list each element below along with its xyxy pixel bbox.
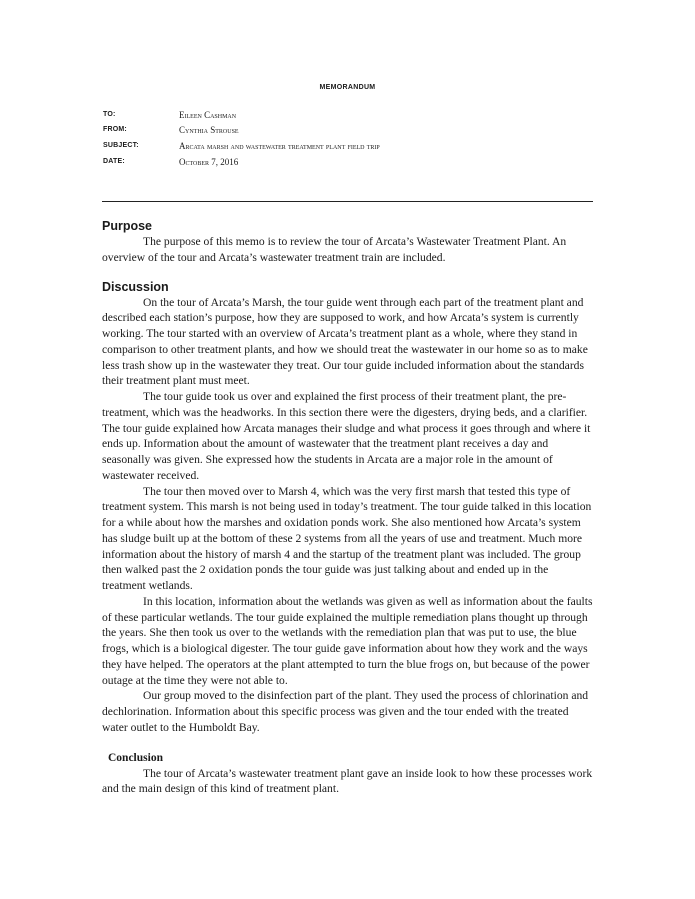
header-value-subject: Arcata marsh and wastewater treatment plant field trip [179, 141, 380, 151]
header-label-to: TO: [103, 111, 116, 118]
memo-title: MEMORANDUM [319, 84, 376, 91]
header-divider [102, 201, 593, 202]
heading-conclusion: Conclusion [108, 751, 163, 764]
paragraph: The tour of Arcata’s wastewater treatment plant gave an inside look to how these processes work and the main design of this kind of treatment plant. [102, 766, 593, 796]
header-label-date: DATE: [103, 158, 125, 165]
section-conclusion [102, 750, 594, 798]
section-purpose [102, 218, 594, 266]
paragraph: The tour then moved over to Marsh 4, which was the very first marsh that tested this type of treatment system. This marsh is not being used in today’s treatment. The tour guide talked in this location for a while about how the marshes and oxidation ponds work. She also mentioned how Arcata’s system has sludge built up at the bottom of these 2 systems from all the years of use and treatment. Much more information about the history of marsh 4 and the startup of the treatment plant was included. The group then walked past the 2 oxidation ponds the tour guide was just talking about and ended up in the treatment wetlands. [102, 484, 592, 592]
paragraph: The purpose of this memo is to review the tour of Arcata’s Wastewater Treatment Plant. An overview of the tour and Arcata’s wastewater treatment train are included. [102, 235, 567, 264]
header-label-subject: SUBJECT: [103, 142, 139, 149]
paragraph: The tour guide took us over and explained the first process of their treatment plant, the pre-treatment, which was the headworks. In this section there were the digesters, drying beds, and a clarifier. The tour guide explained how Arcata manages their sludge and what process it goes through and where it ends up. Information about the amount of wastewater that the treatment plant receives a day and seasonally was given. She expressed how the students in Arcata are a major role in the amount of wastewater received. [102, 390, 591, 482]
header-value-to: Eileen Cashman [179, 110, 237, 120]
paragraph: On the tour of Arcata’s Marsh, the tour guide went through each part of the treatment plant and described each station’s purpose, how they are supposed to work, and how Arcata’s system is currently working. The tour started with an overview of Arcata’s treatment plant as a whole, where they stand in comparison to other treatment plants, and how we should treat the wastewater in our home so as to make less trash show up in the wastewater they treat. Our tour guide included information about the standards their treatment plant must meet. [102, 295, 588, 388]
header-value-date: October 7, 2016 [179, 157, 239, 167]
heading-discussion: Discussion [102, 279, 169, 294]
heading-purpose: Purpose [102, 219, 153, 233]
header-label-from: FROM: [103, 126, 127, 133]
header-value-from: Cynthia Strouse [179, 125, 239, 135]
section-discussion [102, 279, 594, 736]
paragraph: Our group moved to the disinfection part of the plant. They used the process of chlorination and dechlorination. Information about this specific process was given and the tour ended with the treated water outlet to the Humboldt Bay. [102, 689, 589, 734]
paragraph: In this location, information about the wetlands was given as well as information about the faults of these particular wetlands. The tour guide explained the multiple remediation plans thought up through the years. She then took us over to the wetlands with the remediation plan that was put to use, the blue frogs, which is a biological digester. The tour guide gave information about how they work and the ways they have helped. The operators at the plant attempted to turn the blue frogs on, but because of the power outage at the time they were not able to. [102, 594, 593, 687]
memo-body [102, 218, 594, 797]
